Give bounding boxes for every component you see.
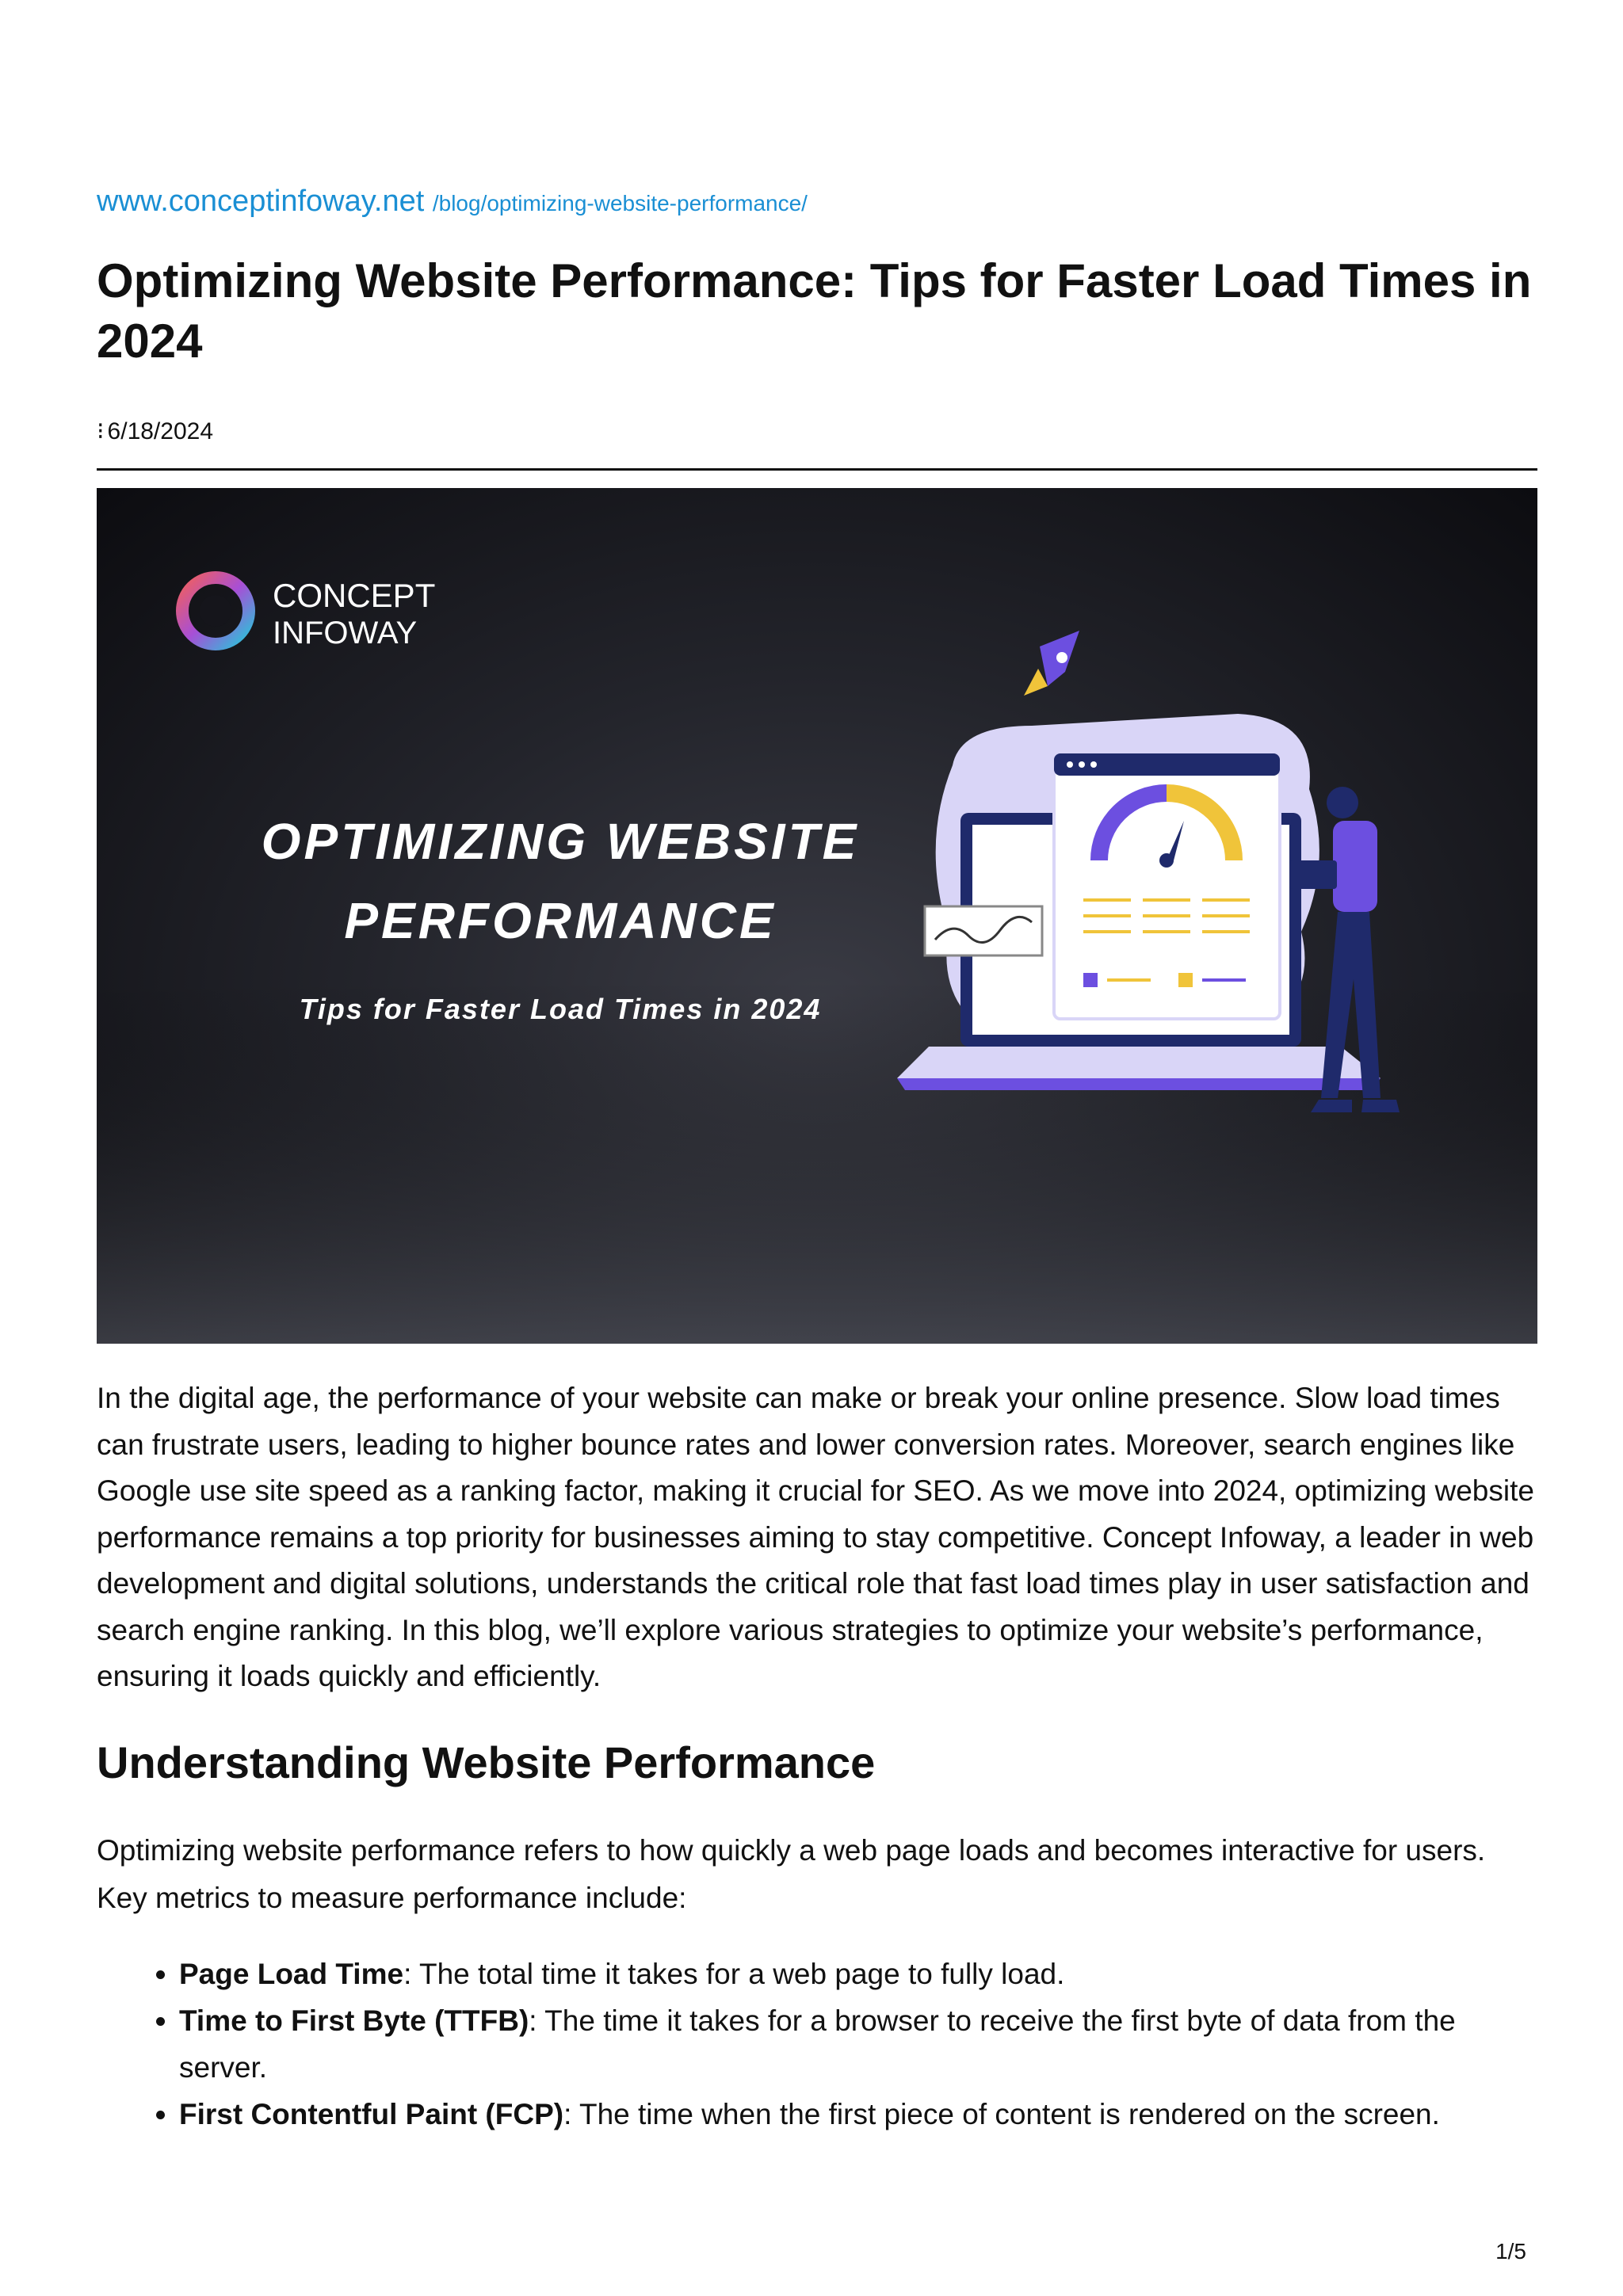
metric-term: First Contentful Paint (FCP) [179, 2097, 564, 2130]
article-title: Optimizing Website Performance: Tips for Faster Load Times in 2024 [97, 254, 1532, 368]
source-url [97, 182, 1537, 223]
divider [97, 468, 1537, 471]
hero-headline-line2: PERFORMANCE [344, 892, 777, 949]
section-intro: Optimizing website performance refers to how quickly a web page loads and becomes interactive for users. Key metrics to measure performance include: [97, 1833, 1486, 1914]
meta-dots-icon: ⁝ [97, 418, 105, 444]
concept-infoway-logo [182, 577, 435, 650]
intro-paragraph: In the digital age, the performance of your website can make or break your online presence. Slow load times can frustrate users, leading to higher bounce rates and lower conversion rates. Moreover, search engines like Google use site speed as a ranking factor, making it crucial for SEO. As we move into 2024, optimizing website performance remains a top priority for businesses aiming to stay competitive. Concept Infoway, a leader in web development and digital solutions, understands the critical role that fast load times play in user satisfaction and search engine ranking. In this blog, we’ll explore various strategies to optimize your website’s performance, ensuring it loads quickly and efficiently. [97, 1382, 1534, 1692]
hero-headline-line1: OPTIMIZING WEBSITE [261, 813, 860, 870]
hero-image [97, 488, 1537, 1344]
logo-line2: INFOWAY [273, 616, 418, 650]
metric-term: Page Load Time [179, 1957, 404, 1990]
url-path-link[interactable]: /blog/optimizing-website-performance/ [432, 191, 808, 215]
list-item [179, 2091, 1537, 2138]
list-item [179, 1997, 1537, 2091]
metric-desc: : The time it takes for a browser to receive the first byte of data from the server. [179, 2004, 1456, 2084]
page-number: 1/5 [1495, 2239, 1526, 2264]
metrics-list [97, 1951, 1537, 2138]
metric-desc: : The total time it takes for a web page to fully load. [403, 1957, 1065, 1990]
metric-term: Time to First Byte (TTFB) [179, 2004, 529, 2037]
metric-desc: : The time when the first piece of content is rendered on the screen. [563, 2097, 1440, 2130]
logo-line1: CONCEPT [273, 577, 436, 614]
hero-tagline: Tips for Faster Load Times in 2024 [299, 993, 822, 1025]
list-item [179, 1951, 1537, 1997]
domain-link[interactable]: www.conceptinfoway.net [97, 185, 425, 218]
section-heading: Understanding Website Performance [97, 1737, 876, 1787]
publish-date: 6/18/2024 [107, 418, 214, 444]
document-page [97, 182, 1537, 2138]
article-meta [97, 416, 1537, 448]
